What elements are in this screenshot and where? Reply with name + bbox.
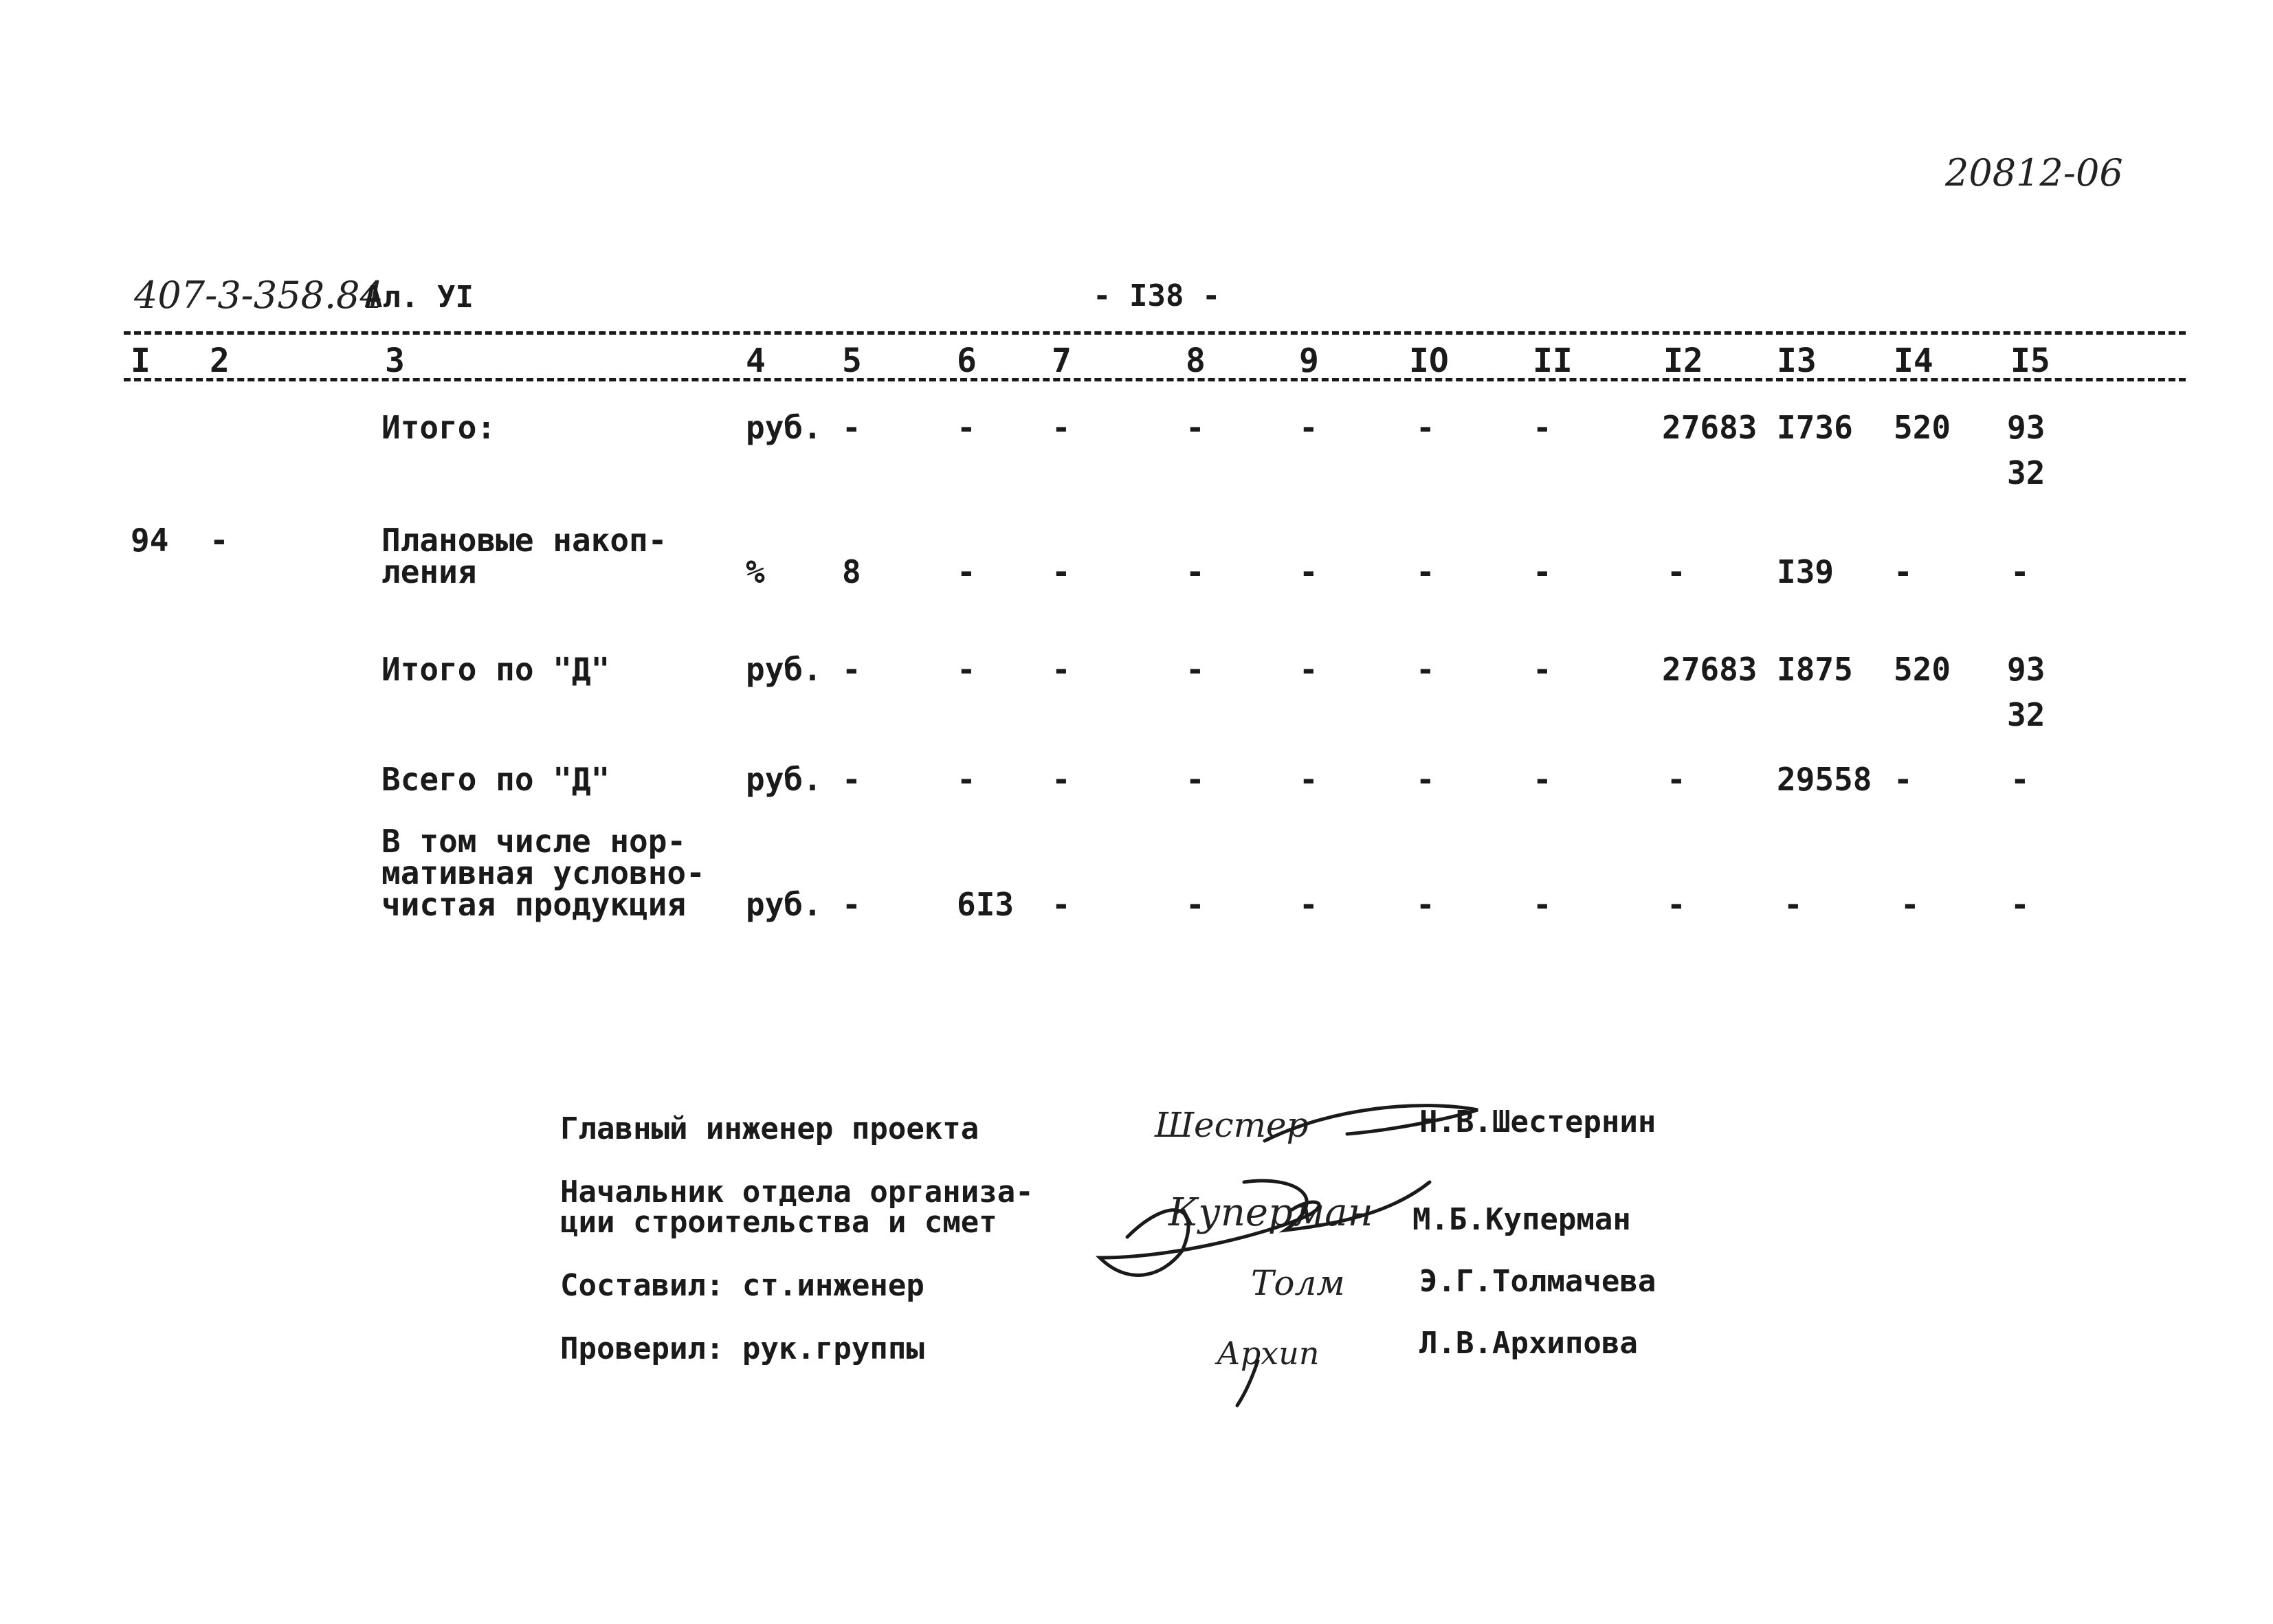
cell-12: 27683 <box>1662 409 1758 446</box>
row-number: 94 <box>131 522 169 559</box>
cell-10: - <box>1416 886 1435 923</box>
cell-13: - <box>1784 886 1803 923</box>
col-header-4: 4 <box>746 342 766 380</box>
cell-15-top: 93 <box>2007 409 2045 446</box>
cell-10: - <box>1416 761 1435 798</box>
cell-9: - <box>1299 761 1318 798</box>
signer-role-line-2: ции строительства и смет <box>560 1205 997 1240</box>
cell-5: - <box>842 651 861 688</box>
col-header-12: I2 <box>1663 342 1703 380</box>
unit-cell: % <box>746 553 765 590</box>
row-label-line-3: чистая продукция <box>381 886 687 923</box>
cell-12: - <box>1667 886 1686 923</box>
cell-14: - <box>1894 761 1913 798</box>
cell-6: - <box>957 553 976 590</box>
row-label-line-1: В том числе нор- <box>381 823 687 860</box>
col-header-3: 3 <box>385 342 405 380</box>
signer-name: Л.В.Архипова <box>1419 1326 1638 1361</box>
cell-13: I736 <box>1777 409 1853 446</box>
col-header-15: I5 <box>2010 342 2050 380</box>
cell-13: I39 <box>1777 553 1834 590</box>
col-header-1: I <box>131 342 151 380</box>
signature-mark: Шестер <box>1155 1105 1309 1145</box>
cell-15-bottom: 32 <box>2007 696 2045 733</box>
header-bottom-rule <box>124 378 2186 381</box>
signer-role-line-1: Начальник отдела организа- <box>560 1175 1034 1210</box>
cell-6: - <box>957 651 976 688</box>
cell-7: - <box>1052 761 1071 798</box>
cell-5: 8 <box>842 553 861 590</box>
cell-2: - <box>210 522 229 559</box>
unit-cell: руб. <box>746 886 822 923</box>
col-header-5: 5 <box>842 342 862 380</box>
cell-5: - <box>842 409 861 446</box>
cell-8: - <box>1186 886 1205 923</box>
cell-8: - <box>1186 761 1205 798</box>
signature-mark: Архип <box>1217 1335 1320 1372</box>
col-header-2: 2 <box>210 342 230 380</box>
signature-stroke <box>1230 1354 1313 1409</box>
cell-7: - <box>1052 553 1071 590</box>
row-label-line-2: мативная условно- <box>381 854 705 891</box>
cell-14: - <box>1894 553 1913 590</box>
col-header-10: IO <box>1409 342 1449 380</box>
doc-code: 407-3-358.84 <box>134 274 384 317</box>
cell-15-top: - <box>2010 553 2030 590</box>
unit-cell: руб. <box>746 761 822 798</box>
row-label: Итого: <box>381 409 496 446</box>
cell-9: - <box>1299 553 1318 590</box>
cell-14: 520 <box>1894 651 1951 688</box>
cell-6: 6I3 <box>957 886 1014 923</box>
page-number: - I38 - <box>1093 278 1221 313</box>
signer-role: Составил: ст.инженер <box>560 1268 924 1303</box>
col-header-8: 8 <box>1186 342 1206 380</box>
col-header-14: I4 <box>1894 342 1933 380</box>
col-header-7: 7 <box>1052 342 1072 380</box>
cell-5: - <box>842 886 861 923</box>
cell-7: - <box>1052 886 1071 923</box>
signer-name: М.Б.Куперман <box>1412 1202 1631 1237</box>
signature-mark: Толм <box>1251 1263 1345 1303</box>
cell-11: - <box>1533 553 1552 590</box>
archive-number: 20812-06 <box>1945 151 2123 194</box>
cell-12: - <box>1667 553 1686 590</box>
cell-13: 29558 <box>1777 761 1872 798</box>
cell-11: - <box>1533 886 1552 923</box>
row-label-line-2: ления <box>381 553 477 590</box>
cell-11: - <box>1533 761 1552 798</box>
cell-9: - <box>1299 886 1318 923</box>
album-label: Ал. УI <box>364 280 474 315</box>
cell-12: 27683 <box>1662 651 1758 688</box>
signer-role: Проверил: рук.группы <box>560 1331 924 1366</box>
cell-9: - <box>1299 651 1318 688</box>
header-top-rule <box>124 331 2186 335</box>
cell-14: 520 <box>1894 409 1951 446</box>
col-header-9: 9 <box>1299 342 1319 380</box>
cell-7: - <box>1052 651 1071 688</box>
cell-11: - <box>1533 409 1552 446</box>
signature-mark: Куперман <box>1168 1190 1373 1235</box>
cell-6: - <box>957 761 976 798</box>
cell-15-top: - <box>2010 886 2030 923</box>
cell-10: - <box>1416 651 1435 688</box>
signer-role: Главный инженер проекта <box>560 1111 979 1146</box>
cell-8: - <box>1186 409 1205 446</box>
unit-cell: руб. <box>746 651 822 688</box>
cell-15-top: - <box>2010 761 2030 798</box>
cell-15-bottom: 32 <box>2007 454 2045 491</box>
signer-name: Э.Г.Толмачева <box>1419 1264 1656 1299</box>
cell-12: - <box>1667 761 1686 798</box>
row-label: Всего по "Д" <box>381 761 610 798</box>
col-header-6: 6 <box>957 342 977 380</box>
cell-9: - <box>1299 409 1318 446</box>
cell-8: - <box>1186 553 1205 590</box>
signer-name: Н.В.Шестернин <box>1419 1104 1656 1139</box>
unit-cell: руб. <box>746 409 822 446</box>
cell-6: - <box>957 409 976 446</box>
col-header-11: II <box>1533 342 1573 380</box>
row-label: Итого по "Д" <box>381 651 610 688</box>
cell-14: - <box>1900 886 1920 923</box>
col-header-13: I3 <box>1777 342 1817 380</box>
cell-13: I875 <box>1777 651 1853 688</box>
cell-7: - <box>1052 409 1071 446</box>
cell-8: - <box>1186 651 1205 688</box>
cell-10: - <box>1416 409 1435 446</box>
cell-11: - <box>1533 651 1552 688</box>
cell-5: - <box>842 761 861 798</box>
cell-15-top: 93 <box>2007 651 2045 688</box>
row-label-line-1: Плановые накоп- <box>381 522 667 559</box>
cell-10: - <box>1416 553 1435 590</box>
